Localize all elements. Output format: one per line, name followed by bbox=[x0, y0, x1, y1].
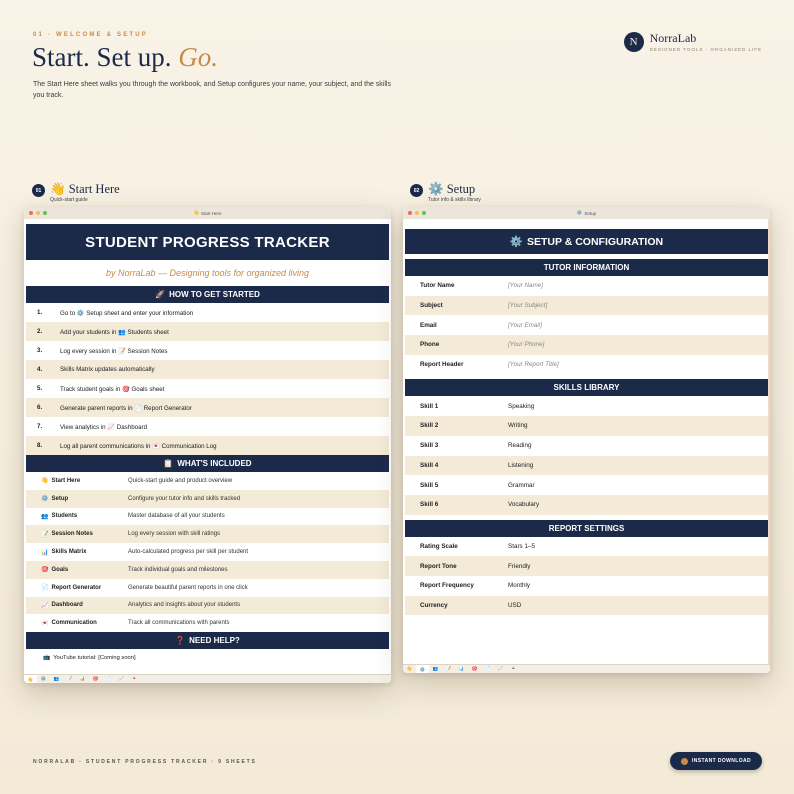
included-row bbox=[26, 472, 389, 490]
skill-row bbox=[405, 396, 768, 416]
included-desc: Configure your tutor info and skills tracked bbox=[128, 495, 241, 502]
section-title bbox=[50, 183, 120, 196]
skill-row bbox=[405, 456, 768, 476]
page-title bbox=[32, 42, 218, 73]
sheet-tab[interactable]: 💌 bbox=[510, 666, 517, 671]
step-number: 8. bbox=[37, 442, 43, 449]
sheet-icon: 👋 bbox=[41, 478, 49, 485]
skill-row bbox=[405, 416, 768, 436]
clipboard-icon: 📋 bbox=[163, 459, 174, 468]
step-text: Track student goals in 🎯 Goals sheet bbox=[60, 385, 165, 393]
section-subtitle: Quick-start guide bbox=[50, 197, 88, 203]
brand-tagline: DESIGNED TOOLS · ORGANIZED LIFE bbox=[649, 47, 762, 52]
sheet-banner: STUDENT PROGRESS TRACKER bbox=[26, 224, 389, 260]
sheet-tabs bbox=[403, 664, 770, 673]
skill-row-value[interactable]: Grammar bbox=[508, 481, 535, 489]
step-row bbox=[26, 417, 389, 436]
step-row bbox=[26, 341, 389, 360]
skill-row-label: Skill 3 bbox=[420, 442, 439, 450]
section-number: 02 bbox=[410, 184, 423, 197]
tutor-field bbox=[405, 335, 768, 355]
sheet-tab[interactable]: 📈 bbox=[497, 666, 504, 671]
tutor-field-label: Tutor Name bbox=[420, 282, 455, 290]
report-setting bbox=[405, 576, 768, 596]
step-number: 7. bbox=[37, 423, 43, 430]
section-title bbox=[428, 183, 481, 196]
step-text: Go to ⚙️ Setup sheet and enter your information bbox=[60, 309, 194, 317]
sheet-tab[interactable]: ⚙️ bbox=[416, 665, 429, 674]
report-setting-label: Report Tone bbox=[420, 562, 457, 570]
brand-logo: N bbox=[624, 32, 644, 52]
title-main: Start. Set up. bbox=[32, 42, 172, 72]
sheet-tab[interactable]: 💌 bbox=[131, 676, 138, 681]
window-titlebar bbox=[403, 207, 770, 219]
instant-download-button[interactable] bbox=[670, 752, 762, 770]
included-desc: Log every session with skill ratings bbox=[128, 531, 221, 538]
included-desc: Generate beautiful parent reports in one click bbox=[128, 584, 248, 591]
sheet-start-here bbox=[24, 219, 391, 674]
step-number: 3. bbox=[37, 347, 43, 354]
included-desc: Track individual goals and milestones bbox=[128, 566, 228, 573]
included-name bbox=[26, 620, 118, 627]
gear-icon: ⚙️ bbox=[509, 236, 523, 248]
setup-window bbox=[403, 207, 770, 673]
skill-row-label: Skill 5 bbox=[420, 481, 439, 489]
help-text: YouTube tutorial: [Coming soon] bbox=[53, 654, 136, 661]
setup-banner bbox=[405, 229, 768, 254]
setup-banner-text: SETUP & CONFIGURATION bbox=[526, 235, 664, 248]
step-text: Log every session in 📝 Session Notes bbox=[60, 347, 168, 355]
sheet-tab[interactable]: 📝 bbox=[445, 666, 452, 671]
included-name bbox=[26, 531, 118, 538]
skill-row-label: Skill 4 bbox=[420, 461, 439, 469]
sheet-icon: 📄 bbox=[41, 585, 49, 592]
sheet-icon: 📊 bbox=[41, 549, 49, 556]
step-text: Log all parent communications in 💌 Communication Log bbox=[60, 442, 217, 450]
included-row bbox=[26, 525, 389, 543]
tutor-field-value[interactable]: [Your Email] bbox=[508, 321, 542, 329]
section-title-text: Start Here bbox=[68, 182, 120, 196]
included-header bbox=[26, 455, 389, 472]
sheet-tab[interactable]: 📈 bbox=[118, 676, 125, 681]
tutor-field-value[interactable]: [Your Name] bbox=[508, 282, 543, 290]
skill-row-value[interactable]: Vocabulary bbox=[508, 501, 540, 509]
tutor-field-label: Report Header bbox=[420, 361, 464, 369]
sheet-icon: 🎯 bbox=[41, 567, 49, 574]
sheet-icon: 📈 bbox=[41, 602, 49, 609]
included-desc: Master database of all your students bbox=[128, 513, 225, 520]
sheet-tab[interactable]: 🎯 bbox=[471, 666, 478, 671]
skill-row-label: Skill 2 bbox=[420, 422, 439, 430]
skills-library-header: SKILLS LIBRARY bbox=[405, 379, 768, 396]
included-row bbox=[26, 508, 389, 526]
included-desc: Auto-calculated progress per skill per student bbox=[128, 549, 249, 556]
step-row bbox=[26, 303, 389, 322]
how-to-header bbox=[26, 286, 389, 303]
step-number: 6. bbox=[37, 404, 43, 411]
tutor-field-value[interactable]: [Your Report Title] bbox=[508, 361, 559, 369]
included-name-text: Session Notes bbox=[51, 531, 93, 538]
section-setup bbox=[410, 183, 481, 203]
sheet-tab[interactable]: 📄 bbox=[484, 666, 491, 671]
help-row bbox=[26, 649, 389, 666]
included-name-text: Dashboard bbox=[51, 602, 83, 609]
included-row bbox=[26, 543, 389, 561]
section-start-here bbox=[32, 183, 120, 203]
report-setting-value[interactable]: USD bbox=[508, 601, 522, 609]
skill-row bbox=[405, 475, 768, 495]
step-text: Skills Matrix updates automatically bbox=[60, 366, 155, 373]
tutor-field-label: Phone bbox=[420, 341, 440, 349]
skill-row-label: Skill 1 bbox=[420, 402, 439, 410]
included-name bbox=[26, 549, 118, 556]
sheet-tab[interactable]: 📝 bbox=[66, 676, 73, 681]
section-subtitle: Tutor info & skills library bbox=[428, 197, 481, 203]
included-row bbox=[26, 579, 389, 597]
tutor-info-header: TUTOR INFORMATION bbox=[405, 259, 768, 276]
help-header-text: NEED HELP? bbox=[189, 636, 240, 646]
section-title-text: Setup bbox=[446, 182, 476, 196]
sheet-tab[interactable]: 📊 bbox=[79, 676, 86, 681]
step-row bbox=[26, 360, 389, 379]
sheet-tab[interactable]: 👋 bbox=[24, 675, 37, 684]
brand bbox=[624, 31, 762, 52]
report-setting-label: Currency bbox=[420, 601, 448, 609]
skill-row bbox=[405, 436, 768, 456]
skill-row-value[interactable]: Speaking bbox=[508, 402, 535, 410]
step-number: 4. bbox=[37, 366, 43, 373]
included-name bbox=[26, 602, 118, 609]
sheet-icon: ⚙️ bbox=[41, 496, 49, 503]
report-settings-header: REPORT SETTINGS bbox=[405, 520, 768, 537]
sheet-tab[interactable]: 👥 bbox=[432, 666, 439, 671]
page-description: The Start Here sheet walks you through the workbook, and Setup configures your name, your subject, and the skills you track. bbox=[33, 81, 391, 99]
section-number: 01 bbox=[32, 184, 45, 197]
rocket-icon: 🚀 bbox=[155, 290, 166, 299]
skill-row-value[interactable]: Reading bbox=[508, 442, 532, 450]
question-icon: ❓ bbox=[175, 636, 186, 646]
tutor-field-label: Email bbox=[420, 321, 437, 329]
brand-name: NorraLab bbox=[649, 31, 697, 45]
tv-icon: 📺 bbox=[43, 654, 51, 661]
sheet-tab[interactable]: ⚙️ bbox=[40, 676, 47, 681]
included-name bbox=[26, 584, 118, 591]
window-title-text: Start Here bbox=[201, 210, 222, 216]
step-number: 5. bbox=[37, 385, 43, 392]
how-to-header-text: HOW TO GET STARTED bbox=[169, 290, 260, 299]
gear-icon: ⚙️ bbox=[576, 210, 583, 215]
included-name-text: Start Here bbox=[51, 477, 81, 484]
tutor-field-label: Subject bbox=[420, 302, 443, 310]
sheet-tab[interactable]: 👥 bbox=[53, 676, 60, 681]
included-row bbox=[26, 490, 389, 508]
included-name-text: Skills Matrix bbox=[51, 549, 87, 556]
step-number: 1. bbox=[37, 309, 43, 316]
sheet-icon: 👥 bbox=[41, 513, 49, 520]
eyebrow: 01 · WELCOME & SETUP bbox=[33, 32, 149, 38]
skill-row-value[interactable]: Writing bbox=[508, 422, 528, 430]
tutor-field-value[interactable]: [Your Phone] bbox=[508, 341, 545, 349]
download-label: INSTANT DOWNLOAD bbox=[691, 758, 752, 764]
wave-icon: 👋 bbox=[193, 210, 200, 215]
step-text: Add your students in 👥 Students sheet bbox=[60, 328, 169, 336]
included-row bbox=[26, 597, 389, 615]
included-row bbox=[26, 561, 389, 579]
sheet-tagline: by NorraLab — Designing tools for organized living bbox=[26, 260, 389, 286]
tutor-field bbox=[405, 355, 768, 375]
help-header bbox=[26, 632, 389, 649]
tutor-field bbox=[405, 276, 768, 296]
sheet-tabs bbox=[24, 674, 391, 683]
included-name-text: Report Generator bbox=[51, 584, 102, 591]
report-setting-label: Report Frequency bbox=[420, 582, 474, 590]
sheet-tab[interactable]: 👋 bbox=[406, 666, 413, 671]
footer-text: NORRALAB · STUDENT PROGRESS TRACKER · 9 SHEETS bbox=[33, 759, 257, 765]
window-title bbox=[403, 210, 770, 216]
wave-icon: 👋 bbox=[50, 182, 66, 196]
included-name-text: Communication bbox=[51, 620, 97, 627]
start-here-window bbox=[24, 207, 391, 683]
report-setting-value[interactable]: Stars 1–5 bbox=[508, 542, 535, 550]
included-name bbox=[26, 513, 118, 520]
sheet-tab[interactable]: 🎯 bbox=[92, 676, 99, 681]
included-name bbox=[26, 566, 118, 573]
tutor-field bbox=[405, 296, 768, 316]
included-name bbox=[26, 477, 118, 484]
tutor-field-value[interactable]: [Your Subject] bbox=[508, 302, 548, 310]
included-name-text: Goals bbox=[51, 566, 69, 573]
window-title bbox=[24, 210, 391, 216]
included-row bbox=[26, 614, 389, 632]
download-icon bbox=[681, 758, 688, 765]
title-accent: Go. bbox=[178, 42, 218, 72]
step-row bbox=[26, 398, 389, 417]
report-setting-label: Rating Scale bbox=[420, 542, 458, 550]
included-name bbox=[26, 495, 118, 502]
window-titlebar bbox=[24, 207, 391, 219]
skill-row-label: Skill 6 bbox=[420, 501, 439, 509]
report-setting-value[interactable]: Monthly bbox=[508, 582, 531, 590]
step-text: Generate parent reports in 📄 Report Generator bbox=[60, 404, 192, 412]
step-row bbox=[26, 322, 389, 341]
sheet-icon: 📝 bbox=[41, 531, 49, 538]
sheet-tab[interactable]: 📊 bbox=[458, 666, 465, 671]
gear-icon: ⚙️ bbox=[428, 182, 444, 196]
step-text: View analytics in 📈 Dashboard bbox=[60, 423, 148, 431]
report-setting bbox=[405, 556, 768, 576]
step-row bbox=[26, 436, 389, 455]
report-setting bbox=[405, 596, 768, 616]
sheet-setup bbox=[403, 219, 770, 664]
step-number: 2. bbox=[37, 328, 43, 335]
included-desc: Quick-start guide and product overview bbox=[128, 477, 233, 484]
included-desc: Track all communications with parents bbox=[128, 620, 230, 627]
included-header-text: WHAT'S INCLUDED bbox=[177, 459, 252, 468]
skill-row-value[interactable]: Listening bbox=[508, 461, 534, 469]
sheet-icon: 💌 bbox=[41, 620, 49, 627]
report-setting bbox=[405, 537, 768, 557]
included-desc: Analytics and insights about your students bbox=[128, 602, 241, 609]
included-name-text: Setup bbox=[51, 495, 69, 502]
sheet-tab[interactable]: 📄 bbox=[105, 676, 112, 681]
tutor-field bbox=[405, 315, 768, 335]
report-setting-value[interactable]: Friendly bbox=[508, 562, 531, 570]
window-title-text: Setup bbox=[584, 210, 597, 216]
skill-row bbox=[405, 495, 768, 515]
step-row bbox=[26, 379, 389, 398]
sheet-edge bbox=[768, 219, 770, 664]
included-name-text: Students bbox=[51, 513, 78, 520]
